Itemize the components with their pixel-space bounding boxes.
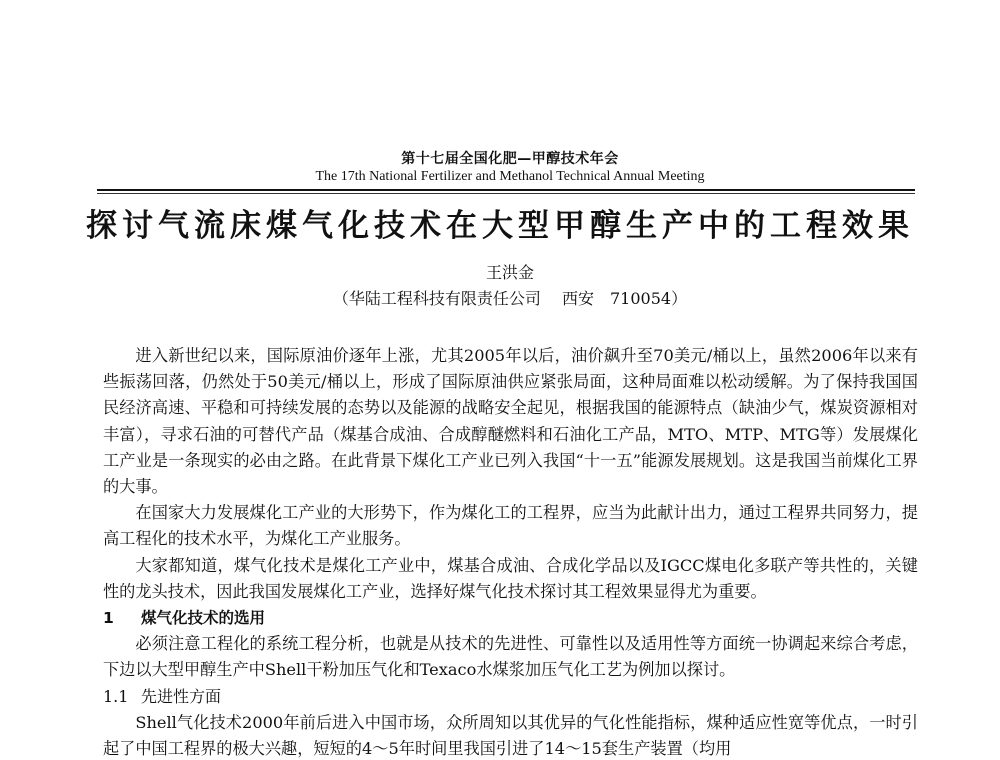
body-text (103, 343, 918, 760)
subsection-number: 1.1 (103, 686, 129, 706)
section-number: 1 (103, 609, 114, 628)
paragraph-section-1-1: Shell气化技术2000年前后进入中国市场，众所周知以其优异的气化性能指标，煤种适应性宽等优点，一时引起了中国工程界的极大兴趣，短短的4～5年时间里我国引进了14～15套生产装置（均用 (103, 712, 918, 759)
paper-title: 探讨气流床煤气化技术在大型甲醇生产中的工程效果 (86, 208, 914, 244)
running-header (100, 150, 920, 186)
conference-name-en: The 17th National Fertilizer and Methanol Technical Annual Meeting (315, 169, 705, 184)
paragraph-intro-1: 进入新世纪以来，国际原油价逐年上涨，尤其2005年以后，油价飙升至70美元/桶以上，虽然2006年以来有些振荡回落，仍然处于50美元/桶以上，形成了国际原油供应紧张局面，这种局面难以松动缓解。为了保持我国国民经济高速、平稳和可持续发展的态势以及能源的战略安全起见，根据我国的能源特点（缺油少气，煤炭资源相对丰富），寻求石油的可替代产品（煤基合成油、合成醇醚燃料和石油化工产品，MTO、MTP、MTG等）发展煤化工产业是一条现实的必由之路。在此背景下煤化工产业已列入我国“十一五”能源发展规划。这是我国当前煤化工界的大事。 (103, 346, 918, 497)
section-heading-1-1 (103, 684, 918, 710)
header-rule (97, 189, 915, 191)
author-affiliation: （华陆工程科技有限责任公司 西安 710054） (332, 289, 688, 308)
subsection-title: 先进性方面 (141, 686, 222, 706)
section-title: 煤气化技术的选用 (141, 609, 266, 628)
section-heading-1 (103, 605, 918, 631)
author-name: 王洪金 (485, 263, 534, 282)
paragraph-intro-3: 大家都知道，煤气化技术是煤化工产业中，煤基合成油、合成化学品以及IGCC煤电化多联产等共性的，关键性的龙头技术，因此我国发展煤化工产业，选择好煤气化技术探讨其工程效果显得尤为重要。 (103, 555, 918, 601)
paragraph-section-1: 必须注意工程化的系统工程分析，也就是从技术的先进性、可靠性以及适用性等方面统一协调起来综合考虑，下边以大型甲醇生产中Shell干粉加压气化和Texaco水煤浆加压气化工艺为例加以探讨。 (103, 634, 918, 680)
paragraph-intro-2: 在国家大力发展煤化工产业的大形势下，作为煤化工的工程界，应当为此献计出力，通过工程界共同努力，提高工程化的技术水平，为煤化工产业服务。 (103, 503, 918, 549)
header-rule-thin (97, 193, 915, 194)
conference-name-cn: 第十七届全国化肥—甲醇技术年会 (401, 151, 619, 167)
